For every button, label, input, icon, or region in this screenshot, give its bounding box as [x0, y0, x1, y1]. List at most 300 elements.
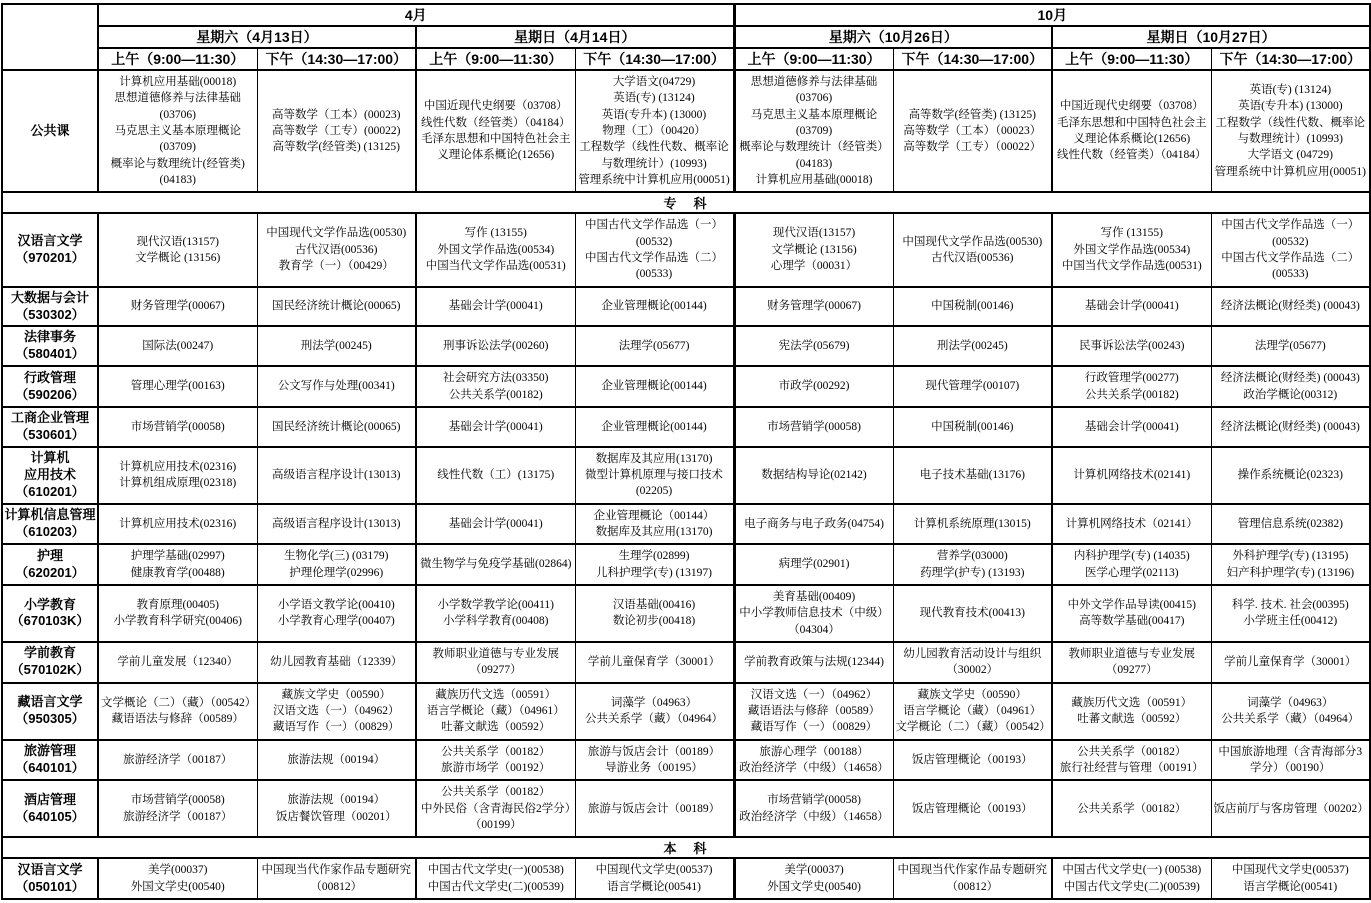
exam-cell: [1211, 740, 1370, 781]
course-entry: 营养学(03000): [936, 550, 1008, 563]
course-entry: 公共关系学（00182）: [1077, 745, 1187, 758]
course-entry: 藏族历代文选（00591）: [1071, 696, 1193, 709]
exam-cell: [1052, 213, 1211, 286]
exam-cell: [257, 407, 416, 447]
course-entry: 小学教育心理学(00407): [277, 615, 395, 628]
major-label-line: 藏语言文学: [17, 694, 83, 710]
slot-oct26-pm: 下午（14:30—17:00）: [893, 48, 1052, 70]
course-entry: 市政学(00292): [778, 380, 850, 393]
course-entry: 教师职业道德与专业发展（09277）: [432, 647, 559, 677]
month-october: 10月: [734, 4, 1370, 26]
course-entry: 文学概论（二）（藏）（00542）: [101, 696, 257, 709]
exam-cell: [734, 213, 893, 286]
course-entry: 中国古代文学作品选（一）(00532): [585, 219, 724, 248]
course-entry: 汉语文选（一）（04962）: [273, 704, 400, 717]
course-entry: 计算机应用技术(02316): [119, 517, 237, 530]
slot-apr14-am: 上午（9:00—11:30）: [416, 48, 575, 70]
course-entry: 饭店前厅与客房管理（00202）: [1213, 802, 1369, 815]
course-entry: 宪法学(05679): [778, 340, 850, 353]
course-entry: 教育原理(00405): [136, 599, 219, 612]
course-entry: 英语(专升本) (13000): [1238, 100, 1343, 113]
course-entry: 政治经济学（中级）（14658）: [739, 761, 889, 774]
schedule-row: [2, 858, 1370, 899]
exam-cell: [734, 447, 893, 504]
exam-cell: [416, 642, 575, 683]
major-label: [2, 366, 98, 407]
course-entry: 旅游法规（00194）: [287, 753, 386, 766]
major-label: [2, 740, 98, 781]
table-header: [2, 4, 1370, 70]
major-label: [2, 780, 98, 837]
exam-cell: [416, 326, 575, 366]
major-label-line: 大数据与会计: [10, 289, 89, 305]
course-entry: 中国古代文学作品选（二）(00533): [585, 251, 724, 281]
exam-cell: [893, 213, 1052, 286]
course-entry: 中外文学作品导读(00415): [1067, 599, 1196, 612]
course-entry: 企业管理概论(00144): [601, 380, 707, 393]
course-entry: 高级语言程序设计(13013): [272, 517, 401, 530]
course-entry: 中国现代文学史(00537): [595, 864, 713, 877]
course-entry: 高级语言程序设计(13013): [272, 468, 401, 481]
course-entry: 学前儿童保育学（30001）: [1224, 656, 1357, 669]
major-label: [2, 504, 98, 545]
course-entry: 学前教育政策与法规(12344): [744, 656, 884, 669]
major-label-line: （050101）: [15, 878, 85, 894]
exam-cell: [575, 740, 734, 781]
corner-cell: [2, 4, 98, 70]
section-band-row: [2, 192, 1370, 213]
course-entry: 数据库及其应用(13170): [595, 452, 713, 465]
exam-cell: [416, 858, 575, 899]
exam-cell: [98, 447, 257, 504]
course-entry: 政治经济学（中级）（14658）: [739, 810, 889, 823]
course-entry: 国民经济统计概论(00065): [272, 300, 401, 313]
schedule-body: [2, 70, 1370, 899]
exam-cell: [1211, 447, 1370, 504]
exam-cell: [893, 287, 1052, 327]
exam-cell: [575, 366, 734, 407]
course-entry: 教育学（一）（00429）: [278, 260, 394, 273]
exam-cell: [416, 780, 575, 837]
course-entry: 国民经济统计概论(00065): [272, 420, 401, 433]
course-entry: 思想道德修养与法律基础(03706): [750, 76, 878, 105]
exam-cell: [1211, 504, 1370, 545]
slot-oct27-am: 上午（9:00—11:30）: [1052, 48, 1211, 70]
exam-cell: [416, 504, 575, 545]
exam-cell: [1211, 407, 1370, 447]
course-entry: 藏语语法与修辞（00589）: [747, 704, 881, 717]
exam-cell: [257, 287, 416, 327]
course-entry: 马克思主义基本原理概论(03709): [750, 108, 878, 137]
major-label-line: （590206）: [15, 386, 85, 402]
course-entry: 管理系统中计算机应用(00051): [1214, 165, 1367, 178]
major-label: [2, 683, 98, 740]
exam-cell: [575, 504, 734, 545]
schedule-row: [2, 287, 1370, 327]
course-entry: 幼儿园教育活动设计与组织（30002）: [903, 647, 1042, 677]
exam-cell: [1052, 780, 1211, 837]
schedule-row: [2, 683, 1370, 740]
course-entry: 毛泽东思想和中国特色社会主义理论体系概论(12656): [421, 133, 571, 162]
exam-cell: [1052, 504, 1211, 545]
course-entry: 大学语文(04729): [612, 76, 696, 88]
exam-cell: [257, 213, 416, 286]
course-entry: 刑法学(00245): [936, 340, 1008, 353]
course-entry: 高等数学(经管类) (13125): [908, 108, 1037, 121]
major-label-line: （610203）: [15, 523, 85, 539]
major-label-line: 工商企业管理: [10, 409, 89, 425]
course-entry: 中国近现代史纲要（03708）: [423, 100, 568, 113]
exam-cell: [734, 287, 893, 327]
course-entry: 儿科护理学(专) (13197): [596, 566, 712, 579]
course-entry: 小学教育科学研究(00406): [113, 615, 242, 628]
exam-cell: [575, 287, 734, 327]
exam-cell: [1211, 683, 1370, 740]
exam-cell: [257, 326, 416, 366]
exam-cell: [1211, 70, 1370, 192]
course-entry: 幼儿园教育基础（12339）: [270, 656, 403, 669]
course-entry: 线性代数（经管类）（04184）: [421, 116, 571, 129]
major-label-line: 应用技术: [23, 466, 76, 482]
exam-cell: [575, 70, 734, 192]
exam-cell: [734, 642, 893, 683]
day-sun-oct27: 星期日（10月27日）: [1052, 26, 1370, 48]
course-entry: 数据结构导论(02142): [761, 468, 867, 481]
course-entry: 微生物学与免疫学基础(02864): [420, 558, 572, 571]
course-entry: 护理学基础(02997): [130, 550, 225, 563]
course-entry: 公共关系学(00182): [448, 388, 543, 401]
major-label-line: 计算机信息管理: [4, 507, 96, 523]
exam-cell: [1211, 287, 1370, 327]
course-entry: 刑事诉讼法学(00260): [443, 340, 549, 353]
slot-apr13-pm: 下午（14:30—17:00）: [257, 48, 416, 70]
course-entry: 吐蕃文献选（00592）: [1077, 713, 1187, 726]
course-entry: 电子技术基础(13176): [919, 468, 1025, 481]
exam-schedule-table: [1, 3, 1371, 900]
exam-cell: [416, 544, 575, 585]
major-label: [2, 544, 98, 585]
exam-cell: [575, 585, 734, 642]
course-entry: 旅游法规（00194）: [287, 794, 386, 807]
course-entry: 高等数学（工本）(00023): [272, 108, 401, 121]
course-entry: 藏族文学史（00590）: [917, 688, 1027, 701]
course-entry: 内科护理学(专) (14035): [1073, 550, 1190, 563]
exam-cell: [893, 858, 1052, 899]
course-entry: 小学数学教学论(00411): [437, 599, 554, 612]
course-entry: 公共关系学（藏）（04964）: [585, 713, 724, 726]
day-sat-apr13: 星期六（4月13日）: [98, 26, 416, 48]
major-label-line: 护理: [36, 547, 63, 563]
course-entry: 社会研究方法(03350): [443, 372, 549, 385]
exam-cell: [98, 858, 257, 899]
course-entry: 管理系统中计算机应用(00051): [578, 173, 730, 186]
course-entry: 外国文学作品选(00534): [437, 243, 555, 256]
major-label-line: 汉语言文学: [17, 861, 83, 877]
major-label: [2, 642, 98, 683]
exam-cell: [98, 326, 257, 366]
course-entry: 现代汉语(13157): [772, 227, 856, 240]
course-entry: 中国当代文学作品选(00531): [425, 260, 566, 273]
course-entry: 美学(00037): [784, 864, 844, 877]
exam-cell: [893, 780, 1052, 837]
course-entry: 医学心理学(02113): [1085, 566, 1179, 579]
course-entry: 基础会计学(00041): [448, 420, 543, 433]
exam-cell: [1052, 544, 1211, 585]
exam-cell: [257, 683, 416, 740]
section-band-label: 专 科: [2, 192, 1370, 213]
course-entry: 马克思主义基本原理概论(03709): [114, 124, 241, 154]
major-label: [2, 858, 98, 899]
exam-cell: [257, 504, 416, 545]
course-entry: 市场营销学(00058): [767, 420, 861, 433]
exam-cell: [893, 740, 1052, 781]
course-entry: 基础会计学(00041): [448, 300, 543, 313]
course-entry: 写作 (13155): [464, 227, 527, 240]
course-entry: 现代汉语(13157): [136, 235, 219, 248]
course-entry: 企业管理概论(00144): [601, 300, 707, 313]
major-label: [2, 447, 98, 504]
exam-cell: [893, 70, 1052, 192]
exam-cell: [257, 544, 416, 585]
course-entry: 旅游经济学（00187）: [123, 753, 233, 766]
month-april: 4月: [98, 4, 734, 26]
course-entry: 外科护理学(专) (13195): [1232, 550, 1349, 563]
exam-cell: [893, 407, 1052, 447]
course-entry: 市场营销学(00058): [130, 420, 225, 433]
exam-cell: [575, 213, 734, 286]
time-header-row: [2, 48, 1370, 70]
course-entry: 藏语写作（一）（00829）: [273, 721, 400, 734]
exam-cell: [98, 740, 257, 781]
course-entry: 计算机应用技术(02316): [119, 460, 237, 473]
exam-cell: [98, 683, 257, 740]
major-label: [2, 213, 98, 286]
course-entry: 古代汉语(00536): [931, 251, 1014, 264]
course-entry: 语言学概论（藏）（04961）: [903, 704, 1042, 717]
exam-cell: [1052, 70, 1211, 192]
major-label: [2, 407, 98, 447]
course-entry: 法理学(05677): [1254, 340, 1326, 353]
course-entry: 高等数学（工本）（00023）: [903, 124, 1042, 137]
course-entry: 藏族历代文选（00591）: [435, 688, 557, 701]
exam-cell: [98, 213, 257, 286]
course-entry: 文学概论（二）（藏）（00542）: [895, 721, 1051, 734]
course-entry: 中国古代文学史(一) (00538): [1062, 864, 1202, 877]
exam-cell: [1052, 740, 1211, 781]
exam-cell: [98, 780, 257, 837]
course-entry: 工程数学（线性代数、概率论与数理统计）(10993): [1215, 116, 1366, 146]
exam-cell: [734, 858, 893, 899]
exam-cell: [1211, 780, 1370, 837]
course-entry: 财务管理学(00067): [767, 300, 861, 313]
course-entry: 中国现代文学史(00537): [1231, 864, 1349, 877]
major-label-line: （970201）: [15, 249, 85, 265]
exam-cell: [416, 683, 575, 740]
exam-cell: [575, 780, 734, 837]
exam-cell: [257, 447, 416, 504]
course-entry: 管理信息系统(02382): [1237, 517, 1344, 530]
exam-cell: [893, 326, 1052, 366]
course-entry: 概率论与数理统计(经管类) (04183): [110, 157, 245, 186]
major-label-line: （580401）: [15, 346, 85, 362]
major-label-line: （620201）: [15, 564, 85, 580]
course-entry: 藏语语法与修辞（00589）: [111, 713, 244, 726]
exam-cell: [893, 585, 1052, 642]
exam-cell: [257, 366, 416, 407]
course-entry: 中国现当代作家作品专题研究（00812）: [897, 864, 1048, 893]
exam-cell: [1211, 858, 1370, 899]
course-entry: 基础会计学(00041): [1084, 420, 1179, 433]
course-entry: 公共关系学（藏）（04964）: [1221, 713, 1360, 726]
exam-cell: [257, 740, 416, 781]
course-entry: 外国文学史(00540): [767, 880, 861, 893]
course-entry: 中国近现代史纲要（03708）: [1059, 100, 1204, 113]
exam-cell: [1052, 447, 1211, 504]
course-entry: 外国文学史(00540): [130, 880, 225, 893]
major-label: [2, 287, 98, 327]
course-entry: 数论初步(00418): [612, 615, 696, 628]
course-entry: 病理学(02901): [778, 558, 850, 571]
exam-cell: [734, 683, 893, 740]
exam-cell: [416, 287, 575, 327]
exam-cell: [734, 407, 893, 447]
course-entry: 中外民俗（含青海民俗2学分）（00199）: [421, 802, 571, 831]
exam-cell: [98, 287, 257, 327]
course-entry: 旅游与饭店会计（00189）: [587, 802, 721, 815]
course-entry: 旅游经济学（00187）: [123, 810, 233, 823]
schedule-row: [2, 544, 1370, 585]
course-entry: 现代管理学(00107): [925, 380, 1020, 393]
day-sat-oct26: 星期六（10月26日）: [734, 26, 1052, 48]
exam-cell: [1211, 366, 1370, 407]
exam-cell: [1052, 287, 1211, 327]
course-entry: 中国古代文学史(一)(00538): [427, 864, 564, 877]
course-entry: 藏语写作（一）（00829）: [750, 721, 878, 734]
course-entry: 国际法(00247): [142, 340, 214, 353]
exam-cell: [1211, 326, 1370, 366]
course-entry: 词藻学（04963）: [610, 696, 698, 709]
course-entry: 大学语文 (04729): [1247, 149, 1333, 162]
exam-cell: [575, 447, 734, 504]
course-entry: 计算机应用基础(00018): [119, 76, 237, 88]
exam-cell: [257, 585, 416, 642]
course-entry: 健康教育学(00488): [130, 566, 225, 579]
major-label-line: 汉语言文学: [17, 233, 83, 249]
slot-apr14-pm: 下午（14:30—17:00）: [575, 48, 734, 70]
exam-cell: [416, 213, 575, 286]
course-entry: 高等数学（工专）(00022): [272, 124, 401, 137]
course-entry: 语言学概论（藏）（04961）: [426, 704, 565, 717]
course-entry: 中国古代文学作品选（一）(00532): [1221, 219, 1360, 248]
course-entry: 毛泽东思想和中国特色社会主义理论体系概论(12656): [1057, 116, 1207, 146]
exam-cell: [575, 326, 734, 366]
course-entry: 英语(专升本) (13000): [601, 108, 707, 121]
course-entry: 经济法概论(财经类) (00043): [1220, 372, 1360, 385]
exam-cell: [98, 70, 257, 192]
course-entry: 藏族文学史（00590）: [281, 688, 391, 701]
course-entry: 药理学(护专) (13193): [920, 566, 1025, 579]
month-header-row: [2, 4, 1370, 26]
exam-cell: [416, 407, 575, 447]
course-entry: 中小学教师信息技术（中级）（04304）: [739, 607, 889, 636]
exam-cell: [257, 70, 416, 192]
major-label-line: 酒店管理: [23, 791, 76, 807]
course-entry: 汉语基础(00416): [612, 599, 696, 612]
course-entry: 管理心理学(00163): [130, 380, 225, 393]
course-entry: 小学语文教学论(00410): [277, 599, 395, 612]
course-entry: 操作系统概论(02323): [1237, 468, 1344, 481]
exam-cell: [98, 642, 257, 683]
exam-cell: [257, 858, 416, 899]
major-label-line: 小学教育: [23, 596, 76, 612]
course-entry: 微型计算机原理与接口技术(02205): [585, 468, 724, 498]
course-entry: 基础会计学(00041): [448, 517, 543, 530]
course-entry: 词藻学（04963）: [1247, 696, 1334, 709]
exam-cell: [734, 70, 893, 192]
schedule-row: [2, 504, 1370, 545]
course-entry: 高等数学(经管类) (13125): [272, 141, 400, 154]
course-entry: 科学. 技术. 社会(00395): [1231, 599, 1349, 612]
exam-cell: [1211, 544, 1370, 585]
exam-cell: [575, 407, 734, 447]
course-entry: 汉语文选（一）（04962）: [750, 688, 878, 701]
exam-cell: [575, 858, 734, 899]
exam-cell: [575, 544, 734, 585]
major-label-line: 计算机: [30, 449, 70, 465]
course-entry: 经济法概论(财经类) (00043): [1220, 420, 1360, 433]
exam-cell: [1052, 642, 1211, 683]
course-entry: 计算机组成原理(02318): [119, 477, 237, 490]
course-entry: 美学(00037): [148, 864, 208, 877]
exam-cell: [98, 504, 257, 545]
course-entry: 现代教育技术(00413): [919, 607, 1025, 620]
course-entry: 吐蕃文献选（00592）: [441, 721, 551, 734]
course-entry: 线性代数（经管类）（04184）: [1057, 149, 1207, 162]
exam-cell: [98, 407, 257, 447]
course-entry: 公共关系学(00182): [1084, 388, 1179, 401]
exam-cell: [416, 740, 575, 781]
schedule-row: [2, 326, 1370, 366]
course-entry: 工程数学（线性代数、概率论与数理统计）(10993): [579, 141, 729, 170]
exam-cell: [416, 585, 575, 642]
course-entry: 学前儿童发展（12340）: [117, 656, 239, 669]
course-entry: 计算机应用基础(00018): [755, 173, 873, 186]
exam-cell: [416, 70, 575, 192]
exam-cell: [257, 780, 416, 837]
course-entry: 民事诉讼法学(00243): [1079, 340, 1185, 353]
major-label-line: （950305）: [15, 711, 85, 727]
exam-cell: [734, 366, 893, 407]
course-entry: 饭店管理概论（00193）: [911, 753, 1033, 766]
exam-cell: [893, 683, 1052, 740]
exam-cell: [734, 585, 893, 642]
schedule-row: [2, 780, 1370, 837]
course-entry: 公共关系学（00182）: [1077, 802, 1187, 815]
course-entry: 文学概论 (13156): [771, 243, 857, 256]
course-entry: 学前儿童保育学（30001）: [587, 656, 721, 669]
course-entry: 中国现当代作家作品专题研究（00812）: [261, 864, 411, 893]
course-entry: 高等数学（工专）（00022）: [903, 141, 1042, 154]
course-entry: 基础会计学(00041): [1084, 300, 1179, 313]
course-entry: 饭店餐饮管理（00201）: [275, 810, 397, 823]
course-entry: 数据库及其应用(13170): [595, 525, 713, 538]
course-entry: 中国古代文学史(二)(00539): [427, 880, 564, 893]
exam-cell: [1211, 213, 1370, 286]
slot-oct26-am: 上午（9:00—11:30）: [734, 48, 893, 70]
exam-cell: [1052, 858, 1211, 899]
course-entry: 中国税制(00146): [931, 300, 1014, 313]
exam-cell: [416, 366, 575, 407]
